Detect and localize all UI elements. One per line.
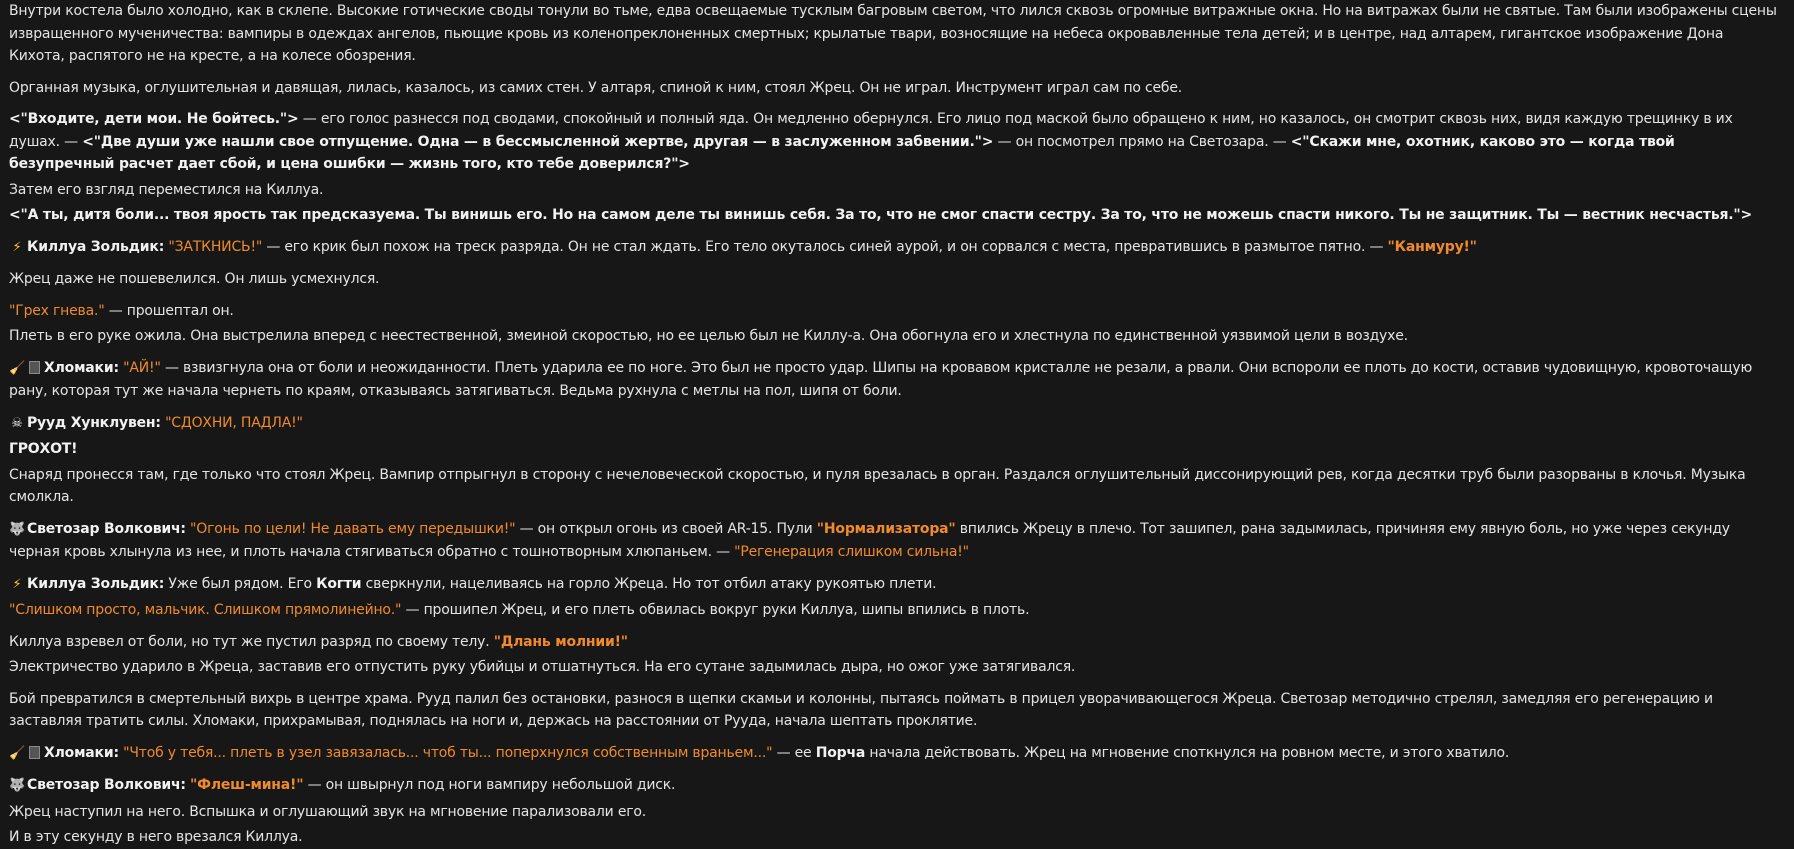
story-paragraph [9,826,1780,849]
bold-text: Когти [316,575,362,592]
narration-text: Снаряд пронесся там, где только что стоял Жрец. Вампир отпрыгнул в сторону с нечеловеческой скоростью, и пуля врезалась в орган. Раздался оглушительный диссонирующий рев, когда десятки труб были разорваны в клочья. Музыка смолкла. [9,466,1746,505]
narration-text: Затем его взгляд переместился на Киллуа. [9,181,324,198]
narration-text: — прошипел Жрец, и его плеть обвилась вокруг руки Киллуа, шипы впились в плоть. [401,602,1030,618]
dialogue-quote: "Флеш-мина!" [190,777,304,793]
story-paragraph [9,742,1780,766]
story-paragraph [9,438,1780,461]
dialogue-quote: "Грех гнева." [9,302,105,319]
narration-text: Бой превратился в смертельный вихрь в центре храма. Рууд палил без остановки, разнося в щепки скамьи и колонны, пытаясь поймать в прицел уворачивающегося Жреца. Светозар методично стрелял, замедляя его регенерацию и заставляя тратить силы. Хломаки, прихрамывая, поднялась на ноги и, держась на расстоянии от Рууда, начала шептать проклятие. [9,690,1713,729]
narration-text: — взвизгнула она от боли и неожиданности. Плеть ударила ее по ноге. Это был не просто удар. Шипы на кровавом кристалле не резали, а рвали. Они вспороли ее плоть до кости, оставив чудовищную, кровоточащую рану, которая тут же начала чернеть по краям, отказываясь затягиваться. Ведьма рухнула с метлы на пол, шипя от боли. [9,359,1753,399]
black-square-icon [29,361,40,374]
black-square-icon [29,746,40,759]
bold-text: <"Две души уже нашли свое отпущение. Одна — в бессмысленной жертве, другая — в заслуженном забвении."> [82,133,994,150]
bold-text: Светозар Волкович: [27,520,186,537]
narration-text: И в эту секунду в него врезался Киллуа. [9,829,303,845]
narration-text: Электричество ударило в Жреца, заставив его отпустить руку убийцы и отшатнуться. На его сутане задымилась дыра, но ожог уже затягивался. [9,659,1076,675]
narration-text: сверкнули, нацеливаясь на горло Жреца. Но тот отбил атаку рукоятью плети. [361,575,937,592]
narration-text: Внутри костела было холодно, как в склепе. Высокие готические своды тонули во тьме, едва освещаемые тусклым багровым светом, что лился сквозь огромные витражные окна. Но на витражах были не святые. Там были изображены сцены извращенного мученичества: вампиры в одеждах ангелов, пьющие кровь из коленопреклоненных смертных; крылатые твари, возносящие на небеса окровавленные тела детей; и в центре, над алтарем, гигантское изображение Дона Кихота, распятого не на кресте, а на колесе обозрения. [9,3,1777,64]
narration-text: — он открыл огонь из своей AR-15. Пули [515,520,817,537]
skull-icon: ☠ [11,415,23,431]
story-paragraph [9,108,1780,176]
story-paragraph [9,268,1780,291]
story-paragraph [9,599,1780,622]
dialogue-quote: "Канмуру!" [1387,238,1477,255]
story-paragraph [9,77,1780,100]
dialogue-quote: "Регенерация слишком сильна!" [734,544,969,560]
dialogue-quote: "СДОХНИ, ПАДЛА!" [165,414,303,431]
narration-text: Органная музыка, оглушительная и давящая, лилась, казалось, из самих стен. У алтаря, спиной к ним, стоял Жрец. Он не играл. Инструмент играл сам по себе. [9,79,1183,96]
story-paragraph [9,774,1780,798]
bold-text: <"Входите, дети мои. Не бойтесь."> [9,111,299,127]
wolf-icon: 🐺 [9,521,25,537]
story-paragraph [9,464,1780,509]
bold-text: Хломаки: [44,744,119,761]
wolf-icon: 🐺 [9,778,25,793]
bold-text: <"А ты, дитя боли... твоя ярость так предсказуема. Ты винишь его. Но на самом деле ты винишь себя. За то, что не смог спасти сестру. За то, что не можешь спасти никого. Ты не защитник. Ты — вестник несчастья."> [9,207,1753,223]
lightning-icon: ⚡ [12,239,22,255]
narration-text: Жрец даже не пошевелился. Он лишь усмехнулся. [9,271,380,287]
bold-text: Порча [815,744,866,761]
bold-text: ГРОХОТ! [9,441,78,457]
lightning-icon: ⚡ [12,576,22,592]
bold-text: Киллуа Зольдик: [27,575,165,592]
narration-text: Киллуа взревел от боли, но тут же пустил разряд по своему телу. [9,633,494,650]
narration-text: начала действовать. Жрец на мгновение споткнулся на ровном месте, и этого хватило. [865,744,1510,761]
witch-broom-icon: 🧹 [9,360,25,376]
narration-text: — он посмотрел прямо на Светозара. — [993,133,1291,150]
narration-text: — он швырнул под ноги вампиру небольшой диск. [303,777,676,793]
dialogue-quote: "ЗАТКНИСЬ!" [168,238,263,255]
story-paragraph [9,179,1780,202]
narration-text: впились Жрецу в плечо. Тот зашипел, рана задымилась, причиняя ему явную боль, но уже через секунду черная кровь хлынула из нее, и плоть начала стягиваться обратно с тошнотворным хлюпаньем. — [9,520,1730,560]
story-paragraph [9,204,1780,227]
witch-broom-icon: 🧹 [9,745,25,761]
bold-text: Киллуа Зольдик: [27,238,165,255]
bold-text: Рууд Хунклувен: [27,414,161,431]
dialogue-quote: "Чтоб у тебя... плеть в узел завязалась... чтоб ты... поперхнулся собственным враньем..." [123,744,773,761]
narration-text: — прошептал он. [104,302,234,319]
story-paragraph [9,518,1780,564]
narration-text: — ее [772,744,816,761]
narration-text: — его крик был похож на треск разряда. Он не стал ждать. Его тело окуталось синей аурой, и он сорвался с места, превратившись в размытое пятно. — [262,238,1388,255]
story-paragraph [9,573,1780,597]
story-paragraph [9,801,1780,824]
dialogue-quote: "Нормализатора" [816,520,956,537]
story-paragraph [9,357,1780,403]
bold-text: <"Скажи мне, охотник, каково это — когда твой безупречный расчет дает сбой, и цена ошибки — жизнь того, кто тебе доверился?"> [9,133,1675,172]
bold-text: Хломаки: [44,359,119,376]
dialogue-quote: "Огонь по цели! Не давать ему передышки!" [190,520,516,537]
narration-text: Жрец наступил на него. Вспышка и оглушающий звук на мгновение парализовали его. [9,803,647,820]
story-paragraph [9,688,1780,733]
story-paragraph [9,656,1780,679]
dialogue-quote: "АЙ!" [123,359,161,376]
story-paragraph [9,0,1780,68]
story-paragraph [9,236,1780,260]
story-paragraph [9,300,1780,323]
narration-text: — его голос разнесся под сводами, спокойный и полный яда. Он медленно обернулся. Его лицо под маской было обращено к ним, но казалось, он смотрит сквозь них, видя каждую трещинку в их душах. — [9,111,1733,150]
bold-text: Светозар Волкович: [27,777,186,793]
dialogue-quote: "Длань молнии!" [493,633,628,650]
dialogue-quote: "Слишком просто, мальчик. Слишком прямолинейно." [9,602,402,618]
narration-text: Плеть в его руке ожила. Она выстрелила вперед с неестественной, змеиной скоростью, но ее целью был не Киллу-а. Она обогнула его и хлестнула по единственной уязвимой цели в воздухе. [9,328,1408,344]
narration-text: Уже был рядом. Его [164,575,317,592]
story-paragraph [9,412,1780,436]
story-paragraph [9,325,1780,348]
story-paragraph [9,631,1780,654]
